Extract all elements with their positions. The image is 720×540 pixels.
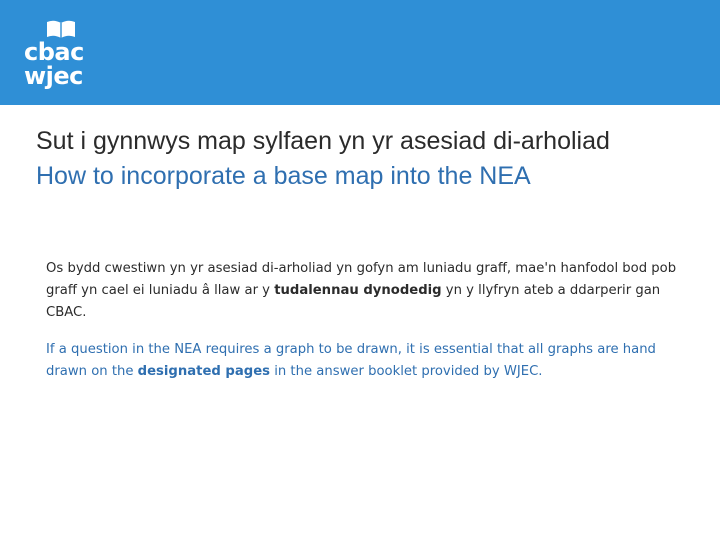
paragraph-english-text-start: If a question in the NEA requires a graph to be drawn, it is essential that all graphs are hand drawn on the [46,342,656,379]
open-book-icon [44,18,78,40]
logo-text-cbac: cbac [24,38,84,66]
cbac-wjec-logo [24,18,94,88]
paragraph-english [46,339,686,383]
paragraph-english-emphasis: designated pages [137,364,271,379]
page-title-welsh: Sut i gynnwys map sylfaen yn yr asesiad di-arholiad [36,127,610,155]
header-band [0,0,720,105]
paragraph-welsh-text-end: yn y llyfryn ateb a ddarperir gan CBAC. [46,283,661,320]
paragraph-english-text-end: in the answer booklet provided by WJEC. [270,364,543,379]
paragraph-welsh [46,258,686,324]
paragraph-welsh-text-start: Os bydd cwestiwn yn yr asesiad di-arholiad yn gofyn am luniadu graff, mae'n hanfodol bod pob graff yn cael ei luniadu â llaw ar y [46,261,677,298]
logo-text-wjec: wjec [24,62,83,90]
paragraph-welsh-emphasis: tudalennau dynodedig [274,283,442,298]
page-title-english: How to incorporate a base map into the NEA [36,162,531,190]
